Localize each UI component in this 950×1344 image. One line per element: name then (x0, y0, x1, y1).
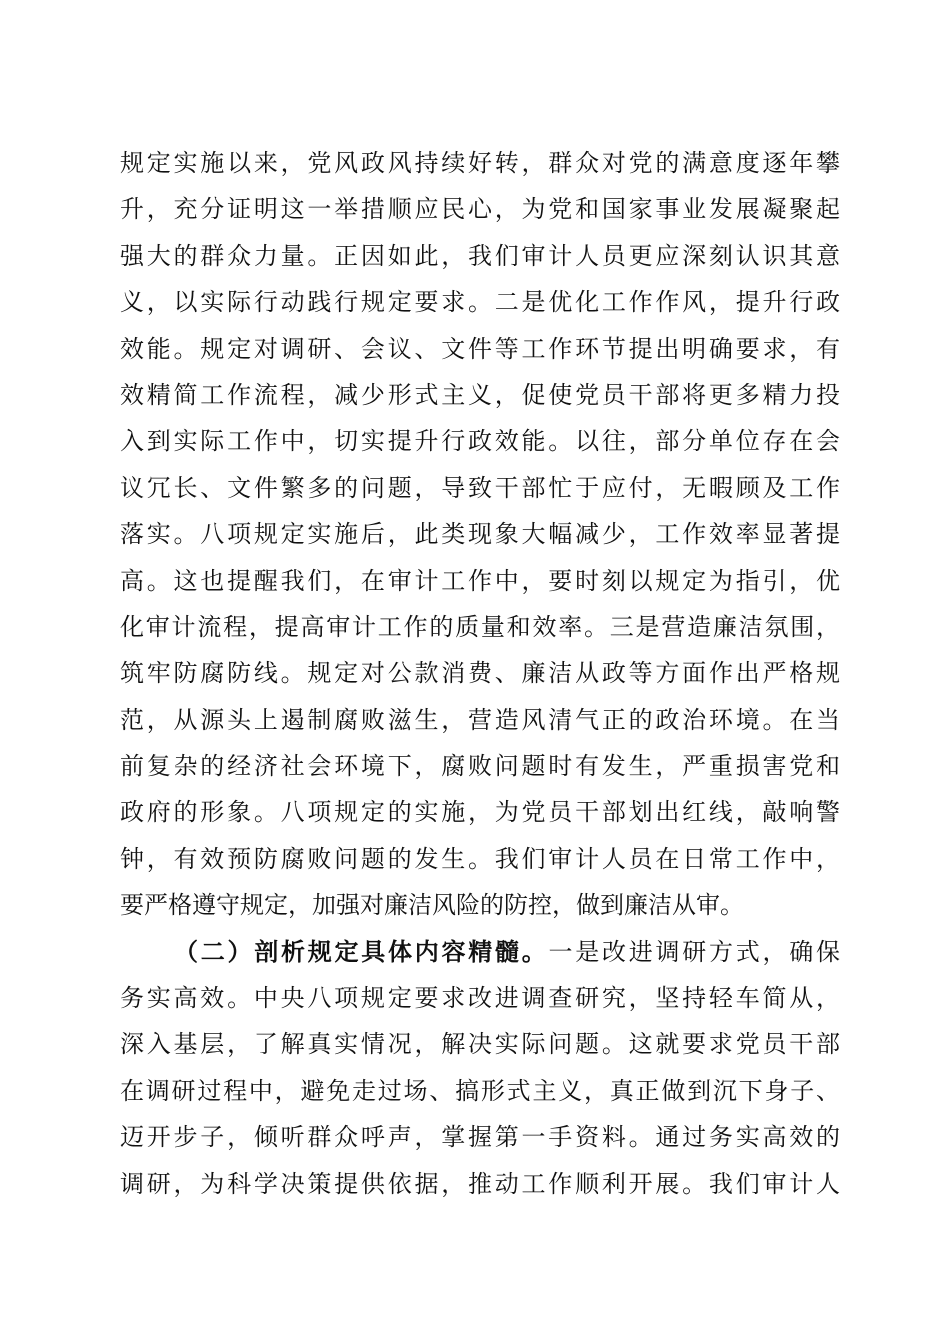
paragraph-line: 调研，为科学决策提供依据，推动工作顺利开展。我们审计人 (120, 1169, 840, 1198)
paragraph-line: 效能。规定对调研、会议、文件等工作环节提出明确要求，有 (120, 334, 840, 363)
paragraph-line: 在调研过程中，避免走过场、搞形式主义，真正做到沉下身子、 (120, 1076, 840, 1105)
paragraph-line: 规定实施以来，党风政风持续好转，群众对党的满意度逐年攀 (120, 149, 840, 177)
section-heading: （二）剖析规定具体内容精髓。 (174, 936, 549, 966)
paragraph-text: 一是改进调研方式，确保 (548, 937, 840, 966)
paragraph-line: 要严格遵守规定，加强对廉洁风险的防控，做到廉洁从审。 (120, 891, 744, 920)
paragraph-line: 强大的群众力量。正因如此，我们审计人员更应深刻认识其意 (120, 241, 840, 270)
paragraph-line: 义，以实际行动践行规定要求。二是优化工作作风，提升行政 (120, 288, 840, 317)
paragraph-line: 落实。八项规定实施后，此类现象大幅减少，工作效率显著提 (120, 520, 840, 549)
paragraph-first-line (120, 929, 840, 975)
paragraph-line: 效精简工作流程，减少形式主义，促使党员干部将更多精力投 (120, 380, 840, 409)
paragraph-line: 务实高效。中央八项规定要求改进调查研究，坚持轻车简从， (120, 984, 840, 1013)
paragraph-line: 议冗长、文件繁多的问题，导致干部忙于应付，无暇顾及工作 (120, 473, 840, 502)
paragraph-line: 前复杂的经济社会环境下，腐败问题时有发生，严重损害党和 (120, 752, 840, 781)
paragraph-line: 高。这也提醒我们，在审计工作中，要时刻以规定为指引，优 (120, 566, 840, 595)
paragraph-line: 政府的形象。八项规定的实施，为党员干部划出红线，敲响警 (120, 798, 840, 827)
paragraph-line: 入到实际工作中，切实提升行政效能。以往，部分单位存在会 (120, 427, 840, 456)
paragraph-line: 化审计流程，提高审计工作的质量和效率。三是营造廉洁氛围， (120, 612, 840, 641)
paragraph-2 (120, 929, 840, 1207)
paragraph-line: 范，从源头上遏制腐败滋生，营造风清气正的政治环境。在当 (120, 705, 840, 734)
paragraph-line: 深入基层，了解真实情况，解决实际问题。这就要求党员干部 (120, 1030, 840, 1059)
paragraph-line: 钟，有效预防腐败问题的发生。我们审计人员在日常工作中， (120, 844, 840, 873)
paragraph-1 (120, 140, 840, 929)
paragraph-line: 筑牢防腐防线。规定对公款消费、廉洁从政等方面作出严格规 (120, 659, 840, 688)
paragraph-line: 迈开步子，倾听群众呼声，掌握第一手资料。通过务实高效的 (120, 1123, 840, 1152)
document-body (120, 140, 840, 1207)
paragraph-line: 升，充分证明这一举措顺应民心，为党和国家事业发展凝聚起 (120, 195, 840, 224)
